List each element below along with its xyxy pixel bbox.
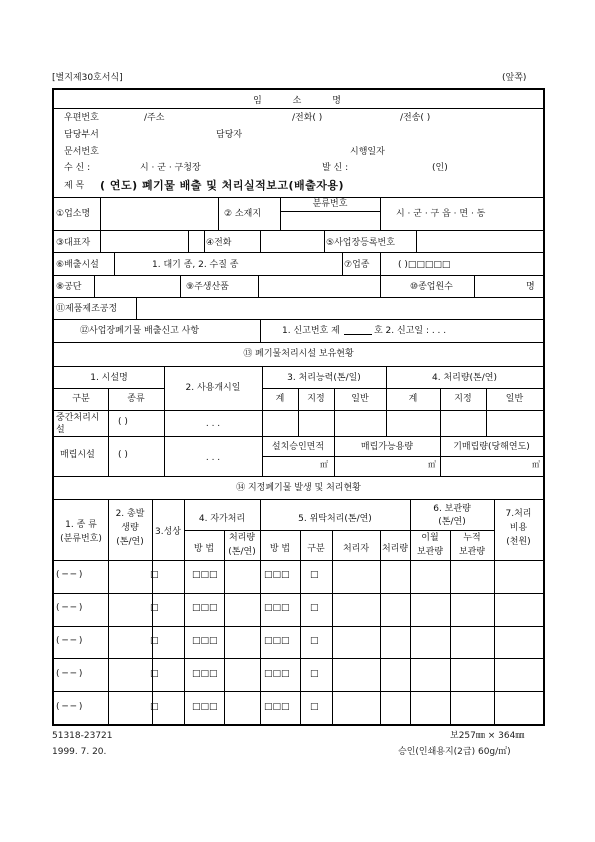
postal-label: 우편번호	[64, 113, 99, 123]
self-method-header: 방 법	[193, 544, 215, 554]
industrial-complex-label: ⑧공단	[56, 282, 82, 292]
throughput-total-header: 계	[408, 394, 418, 404]
dept-label: 담당부서	[64, 130, 99, 140]
type-header-sub: (분류번호)	[60, 534, 102, 544]
page-side-label: (앞쪽)	[502, 73, 527, 83]
company-name-label: ①업소명	[56, 209, 91, 219]
landfill-kind: ( )	[118, 450, 128, 460]
phone-field-label: ④전화	[206, 238, 232, 248]
property-header: 3.성상	[155, 527, 181, 537]
address-label: /주소	[144, 113, 165, 123]
facility-types: 1. 대기 종, 2. 수질 종	[152, 260, 239, 270]
row-out-category-box[interactable]: □	[310, 668, 319, 679]
company-title: 임 소 명	[253, 96, 355, 106]
manufacturing-process-label: ⑪제품제조공정	[56, 304, 118, 314]
row-out-category-box[interactable]: □	[310, 636, 319, 646]
row-property-box[interactable]: □	[150, 668, 159, 679]
row-self-method-boxes[interactable]: □□□	[192, 570, 218, 581]
report-form	[52, 88, 545, 726]
storage-header: 6. 보관량	[433, 504, 471, 514]
row-self-method-boxes[interactable]: □□□	[192, 701, 218, 712]
representative-label: ③대표자	[56, 238, 91, 248]
landfill-facility-label: 매립시설	[60, 450, 95, 460]
category-header: 구분	[72, 394, 90, 404]
row-property-box[interactable]: □	[150, 603, 159, 614]
approval-note: 승인(인쇄용지(2급) 60g/㎡)	[398, 747, 511, 757]
cost-header: 7.처리	[505, 509, 532, 519]
form-number: [별지제30호서식]	[52, 73, 123, 83]
generation-header-line2: 생량	[121, 523, 139, 533]
row-out-method-boxes[interactable]: □□□	[264, 636, 290, 646]
storage-unit: (톤/연)	[438, 517, 466, 527]
carryover-storage-header: 보관량	[416, 547, 444, 557]
docno-label: 문서번호	[64, 147, 99, 157]
location-label: ② 소재지	[224, 209, 262, 219]
employees-label: ⑩종업원수	[410, 282, 453, 292]
landfill-start-date: . . .	[205, 453, 221, 463]
seal-mark: (인)	[432, 163, 448, 173]
intermediate-start-date: . . .	[205, 419, 221, 429]
out-method-header: 방 법	[269, 544, 291, 554]
cumulative-header: 누적	[463, 533, 481, 543]
row-out-method-boxes[interactable]: □□□	[264, 701, 290, 712]
throughput-general-header: 일반	[505, 394, 524, 404]
cost-header-line2: 비용	[509, 523, 528, 533]
area-unit: ㎡	[320, 460, 328, 469]
sender-label: 발 신 :	[322, 163, 349, 173]
row-class-code[interactable]: ( ─ ─ )	[56, 636, 83, 646]
capacity-total-header: 계	[275, 394, 285, 404]
start-date-header: 2. 사용개시일	[185, 383, 241, 393]
subject-title: ( 연도) 폐기물 배출 및 처리실적보고(배출자용)	[100, 179, 345, 192]
type-header: 1. 종 류	[65, 520, 97, 530]
industry-label: ⑦업종	[344, 260, 370, 270]
row-self-method-boxes[interactable]: □□□	[192, 668, 218, 679]
report-number-prefix: 1. 신고번호 제	[282, 326, 340, 336]
row-property-box[interactable]: □	[150, 701, 159, 712]
intermediate-kind: ( )	[118, 417, 128, 427]
row-class-code[interactable]: ( ─ ─ )	[56, 603, 83, 614]
self-amount-header: 처리량	[228, 533, 256, 543]
row-property-box[interactable]: □	[150, 570, 159, 581]
recipient-value: 시 · 군 · 구청장	[140, 163, 201, 173]
row-class-code[interactable]: ( ─ ─ )	[56, 668, 83, 679]
row-out-method-boxes[interactable]: □□□	[264, 570, 290, 581]
landfilled-unit: ㎥	[532, 460, 540, 469]
out-handler-header: 처리자	[342, 544, 370, 554]
row-self-method-boxes[interactable]: □□□	[192, 603, 218, 614]
generation-header-unit: (톤/연)	[116, 537, 144, 547]
emission-facility-label: ⑥배출시설	[56, 260, 99, 270]
report-number-date: 호 2. 신고일 : . . .	[374, 326, 447, 336]
date-label: 시행일자	[350, 147, 385, 157]
person-label: 담당자	[216, 130, 243, 140]
employees-unit: 명	[526, 282, 535, 292]
landfilled-amount-header: 기매립량(당해연도)	[453, 442, 530, 452]
form-code: 51318-23721	[52, 731, 113, 741]
self-amount-unit: (톤/연)	[228, 547, 256, 557]
row-self-method-boxes[interactable]: □□□	[192, 636, 218, 646]
cumulative-storage-header: 보관량	[458, 547, 486, 557]
row-class-code[interactable]: ( ─ ─ )	[56, 570, 83, 581]
intermediate-facility-label: 중간처리시설	[56, 413, 100, 435]
waste-report-label: ⑫사업장폐기물 배출신고 사항	[80, 326, 200, 336]
self-treatment-header: 4. 자가처리	[198, 514, 246, 524]
generation-header: 2. 총발	[115, 509, 145, 519]
row-class-code[interactable]: ( ─ ─ )	[56, 701, 83, 712]
row-out-method-boxes[interactable]: □□□	[264, 603, 290, 614]
issue-date: 1999. 7. 20.	[52, 747, 107, 757]
row-out-method-boxes[interactable]: □□□	[264, 668, 290, 679]
facility-name-header: 1. 시설명	[90, 373, 128, 383]
row-property-box[interactable]: □	[150, 636, 159, 646]
out-category-header: 구분	[307, 544, 325, 554]
row-out-category-box[interactable]: □	[310, 603, 319, 614]
cost-header-unit: (천원)	[506, 537, 531, 547]
subject-label: 제 목	[64, 181, 85, 191]
phone-label: /전화( )	[292, 113, 323, 123]
landfill-capacity-header: 매립가능용량	[360, 442, 414, 452]
main-product-label: ⑨주생산품	[186, 282, 229, 292]
recipient-label: 수 신 :	[64, 163, 91, 173]
row-out-category-box[interactable]: □	[310, 570, 319, 581]
capacity-designated-header: 지정	[307, 394, 325, 404]
capacity-unit: ㎥	[428, 460, 436, 469]
throughput-designated-header: 지정	[454, 394, 472, 404]
fax-label: /전송( )	[400, 113, 431, 123]
kind-header: 종류	[127, 394, 145, 404]
carryover-header: 이월	[421, 533, 439, 543]
capacity-general-header: 일반	[351, 394, 369, 404]
out-amount-header: 처리량	[381, 544, 409, 554]
row-out-category-box[interactable]: □	[310, 701, 319, 712]
throughput-header: 4. 처리량(톤/연)	[432, 373, 497, 383]
industry-code: ( )□□□□□	[398, 260, 451, 270]
section-13-title: ⑬ 폐기물처리시설 보유현황	[243, 349, 354, 359]
section-14-title: ⑭ 지정폐기물 발생 및 처리현황	[236, 483, 361, 493]
approved-area-header: 설치승인면적	[271, 442, 325, 452]
paper-size: 보257㎜ × 364㎜	[450, 731, 525, 741]
class-number-label: 분류번호	[312, 199, 348, 209]
outsourced-header: 5. 위탁처리(톤/연)	[298, 514, 372, 524]
capacity-header: 3. 처리능력(톤/일)	[287, 373, 361, 383]
registration-label: ⑤사업장등록번호	[326, 238, 395, 248]
address-district: 시 · 군 · 구 읍 · 면 · 동	[396, 209, 486, 219]
